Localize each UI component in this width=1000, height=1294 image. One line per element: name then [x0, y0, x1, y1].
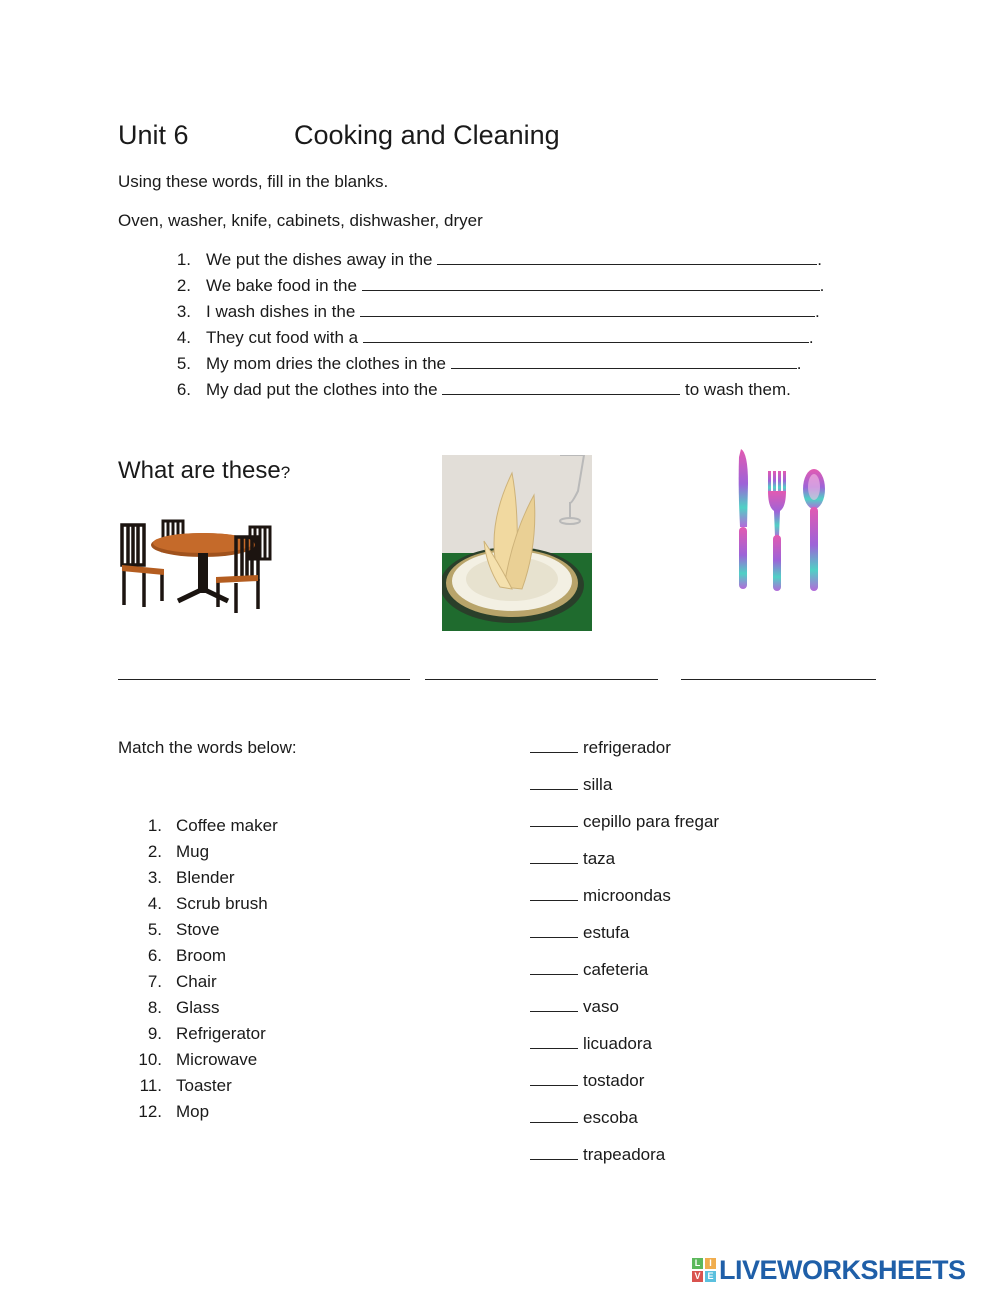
item-number: 6. — [147, 946, 162, 965]
match-answer-blank[interactable] — [530, 923, 578, 938]
item-text: They cut food with a — [206, 328, 359, 347]
item-number: 3. — [176, 302, 191, 321]
spanish-word: silla — [583, 775, 613, 794]
page-title: Cooking and Cleaning — [294, 120, 560, 150]
list-item — [530, 738, 671, 758]
item-label: Glass — [176, 998, 220, 1017]
item-number: 1. — [147, 816, 162, 835]
spanish-word: estufa — [583, 923, 630, 942]
answer-line-3[interactable] — [681, 679, 876, 680]
list-item — [530, 997, 619, 1017]
list-item — [530, 775, 612, 795]
logo-letter: L — [692, 1258, 703, 1269]
item-number: 5. — [176, 354, 191, 373]
logo-letter: E — [705, 1271, 716, 1282]
answer-line-1[interactable] — [118, 679, 410, 680]
list-item — [530, 1071, 644, 1091]
item-number: 3. — [147, 868, 162, 887]
instructions-text: Using these words, fill in the blanks. — [118, 172, 389, 191]
item-label: Coffee maker — [176, 816, 278, 835]
answer-blank[interactable] — [451, 354, 797, 369]
match-answer-blank[interactable] — [530, 738, 578, 753]
item-number: 7. — [147, 972, 162, 991]
item-number: 2. — [176, 276, 191, 295]
item-text: I wash dishes in the — [206, 302, 356, 321]
list-item — [530, 923, 629, 943]
match-answer-blank[interactable] — [530, 1108, 578, 1123]
list-item — [530, 1034, 652, 1054]
spanish-word: trapeadora — [583, 1145, 666, 1164]
item-label: Mug — [176, 842, 210, 861]
item-number: 1. — [176, 250, 191, 269]
match-answer-blank[interactable] — [530, 849, 578, 864]
match-answer-blank[interactable] — [530, 886, 578, 901]
matching-heading: Match the words below: — [118, 738, 297, 757]
item-text: We put the dishes away in the — [206, 250, 433, 269]
answer-blank[interactable] — [437, 250, 817, 265]
item-number: 4. — [176, 328, 191, 347]
item-text: My mom dries the clothes in the — [206, 354, 446, 373]
item-label: Microwave — [176, 1050, 258, 1069]
item-number: 12. — [138, 1102, 162, 1121]
item-number: 5. — [147, 920, 162, 939]
item-suffix: . — [817, 250, 822, 269]
answer-blank[interactable] — [360, 302, 815, 317]
logo-icon — [692, 1258, 716, 1282]
item-label: Stove — [176, 920, 220, 939]
spanish-word: taza — [583, 849, 616, 868]
list-item — [530, 849, 615, 869]
item-suffix: . — [796, 354, 802, 373]
item-number: 6. — [176, 380, 191, 399]
list-item — [0, 250, 1000, 270]
list-item — [0, 380, 1000, 400]
list-item — [530, 1108, 638, 1128]
answer-blank[interactable] — [363, 328, 809, 343]
item-label: Broom — [176, 946, 227, 965]
answer-line-2[interactable] — [425, 679, 658, 680]
item-label: Toaster — [176, 1076, 232, 1095]
table-chairs-image — [118, 515, 278, 615]
match-answer-blank[interactable] — [530, 1145, 578, 1160]
item-label: Refrigerator — [176, 1024, 266, 1043]
brand-name: LIVEWORKSHEETS — [719, 1255, 966, 1285]
spanish-word-list — [530, 738, 830, 1178]
answer-blank[interactable] — [362, 276, 820, 291]
match-answer-blank[interactable] — [530, 775, 578, 790]
cutlery-image — [730, 447, 835, 594]
list-item — [0, 354, 1000, 374]
item-text: We bake food in the — [206, 276, 357, 295]
spanish-word: microondas — [583, 886, 671, 905]
list-item — [530, 1145, 665, 1165]
item-suffix: to wash them. — [685, 380, 791, 399]
list-item — [530, 886, 671, 906]
item-label: Mop — [176, 1102, 210, 1121]
word-bank: Oven, washer, knife, cabinets, dishwasher, dryer — [118, 211, 483, 230]
spanish-word: tostador — [583, 1071, 645, 1090]
item-label: Scrub brush — [176, 894, 268, 913]
section-heading — [118, 457, 290, 485]
list-item — [530, 812, 719, 832]
spanish-word: refrigerador — [583, 738, 671, 757]
item-suffix: . — [819, 276, 825, 295]
english-word-list — [118, 816, 418, 1136]
list-item — [0, 302, 1000, 322]
item-label: Chair — [176, 972, 217, 991]
list-item — [0, 276, 1000, 296]
spanish-word: cepillo para fregar — [583, 812, 720, 831]
match-answer-blank[interactable] — [530, 812, 578, 827]
item-number: 9. — [147, 1024, 162, 1043]
item-number: 10. — [138, 1050, 162, 1069]
item-number: 8. — [147, 998, 162, 1017]
unit-label: Unit 6 — [118, 120, 189, 150]
match-answer-blank[interactable] — [530, 960, 578, 975]
item-text: My dad put the clothes into the — [206, 380, 438, 399]
heading-question-mark: ? — [280, 463, 291, 482]
answer-blank[interactable] — [442, 380, 680, 395]
spanish-word: licuadora — [583, 1034, 652, 1053]
match-answer-blank[interactable] — [530, 1034, 578, 1049]
logo-letter: V — [692, 1271, 703, 1282]
item-suffix: . — [815, 302, 820, 321]
spanish-word: escoba — [583, 1108, 638, 1127]
spanish-word: vaso — [583, 997, 619, 1016]
item-number: 11. — [139, 1076, 162, 1095]
list-item — [530, 960, 648, 980]
napkin-plate-image — [442, 455, 592, 631]
list-item — [0, 328, 1000, 348]
match-answer-blank[interactable] — [530, 997, 578, 1012]
item-label: Blender — [176, 868, 235, 887]
match-answer-blank[interactable] — [530, 1071, 578, 1086]
item-number: 2. — [147, 842, 162, 861]
logo-letter: I — [705, 1258, 716, 1269]
item-suffix: . — [808, 328, 814, 347]
item-number: 4. — [147, 894, 162, 913]
spanish-word: cafeteria — [583, 960, 649, 979]
what-are-these-heading: What are these — [118, 457, 281, 484]
